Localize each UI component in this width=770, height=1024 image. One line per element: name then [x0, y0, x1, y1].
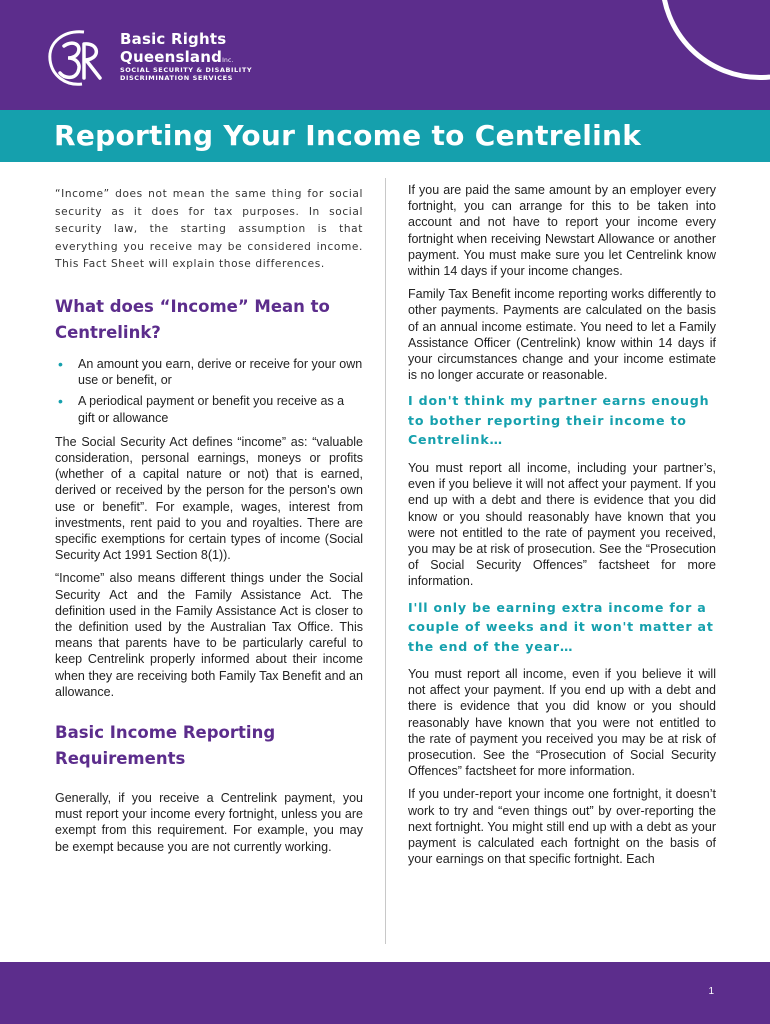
intro-paragraph: “Income” does not mean the same thing for social security as it does for tax purposes. In social security law, the starting assumption is that everything you receive may be considered income. This Fact Sheet will explain those differences.	[55, 188, 363, 271]
column-divider	[385, 178, 386, 944]
bullet-icon: •	[58, 355, 63, 372]
reporting-requirements-paragraph: Generally, if you receive a Centrelink payment, you must report your income every fortnight, unless you are exempt from this requirement. For example, you may be exempt because you are not currently working.	[55, 791, 363, 854]
header-band	[0, 0, 770, 110]
extra-income-paragraph: You must report all income, even if you believe it will not affect your payment. If you end up with a debt and there is evidence that you did know or you should reasonably have known that you were not entitled to the rate of payment you received you may be at risk of prosecution. See the “Prosecution of Social Security Offences” factsheet for more information.	[408, 667, 716, 779]
org-sub-line2: DISCRIMINATION SERVICES	[120, 74, 233, 82]
org-inc: Inc.	[222, 57, 234, 64]
partner-income-paragraph: You must report all income, including your partner’s, even if you believe it will not affect your payment. If you end up with a debt and there is evidence that you did know or you should reasonably have known that you were not entitled to the rate of payment you received, you may be at risk of prosecution. See the “Prosecution of Social Security Offences” factsheet for more information.	[408, 460, 716, 589]
organisation-subtitle	[120, 66, 252, 82]
organisation-name	[120, 30, 234, 70]
question-extra-income: I'll only be earning extra income for a couple of weeks and it won't matter at the end of the year…	[408, 599, 714, 654]
footer-band	[0, 962, 770, 1024]
page-number: 1	[708, 986, 714, 997]
same-amount-paragraph: If you are paid the same amount by an employer every fortnight, you can arrange for this to be taken into account and not have to report your income every fortnight when receiving Newstart Allowance or another payment. You must make sure you let Centrelink know within 14 days if your income changes.	[408, 183, 716, 279]
organisation-logo	[44, 26, 108, 88]
list-item	[55, 393, 363, 425]
page-title: Reporting Your Income to Centrelink	[54, 119, 642, 152]
heading-what-does-income-mean: What does “Income” Mean to Centrelink?	[55, 296, 330, 342]
bullet-icon: •	[58, 393, 63, 410]
org-name-queensland: Queensland	[120, 48, 223, 66]
heading-basic-income-reporting: Basic Income Reporting Requirements	[55, 723, 276, 769]
under-reporting-paragraph: If you under-report your income one fortnight, it doesn’t work to try and “even things out” by over-reporting the next fortnight. You might still end up with a debt as your payment is calculated each fortnight on the basis of your earnings on that specific fortnight. Each	[408, 787, 716, 867]
org-sub-line1: SOCIAL SECURITY & DISABILITY	[120, 66, 253, 74]
list-item	[55, 356, 363, 388]
decorative-arc	[660, 0, 770, 80]
social-security-act-paragraph: The Social Security Act defines “income” as: “valuable consideration, personal earnings, moneys or profits (whether of a capital nature or not) that is earned, derived or received by the person for the person's own use or benefit”. For example, wages, interest from investments, rent paid to you and royalties. There are specific exemptions for certain types of income (Social Security Act 1991 Section 8(1)).	[55, 434, 363, 563]
left-column	[55, 186, 363, 855]
family-tax-benefit-paragraph: Family Tax Benefit income reporting works differently to other payments. Payments are calculated on the basis of an annual income estimate. You need to let a Family Assistance Officer (Centrelink) know within 14 days if your circumstances change and your income estimate is no longer accurate or reasonable.	[408, 287, 716, 383]
right-column	[408, 182, 716, 868]
family-assistance-paragraph: “Income” also means different things under the Social Security Act and the Family Assistance Act. The definition used in the Family Assistance Act is closer to the definition used by the Australian Tax Office. This means that parents have to be particularly careful to keep Centrelink properly informed about their income when they are receiving both Family Tax Benefit and an allowance.	[55, 571, 363, 699]
list-item-text: An amount you earn, derive or receive for your own use or benefit, or	[78, 356, 363, 388]
list-item-text: A periodical payment or benefit you receive as a gift or allowance	[78, 394, 345, 425]
income-definition-list	[55, 356, 363, 426]
question-partner-earnings: I don't think my partner earns enough to bother reporting their income to Centrelink…	[408, 393, 710, 448]
org-name-line1: Basic Rights	[120, 30, 227, 48]
title-band	[0, 110, 770, 162]
